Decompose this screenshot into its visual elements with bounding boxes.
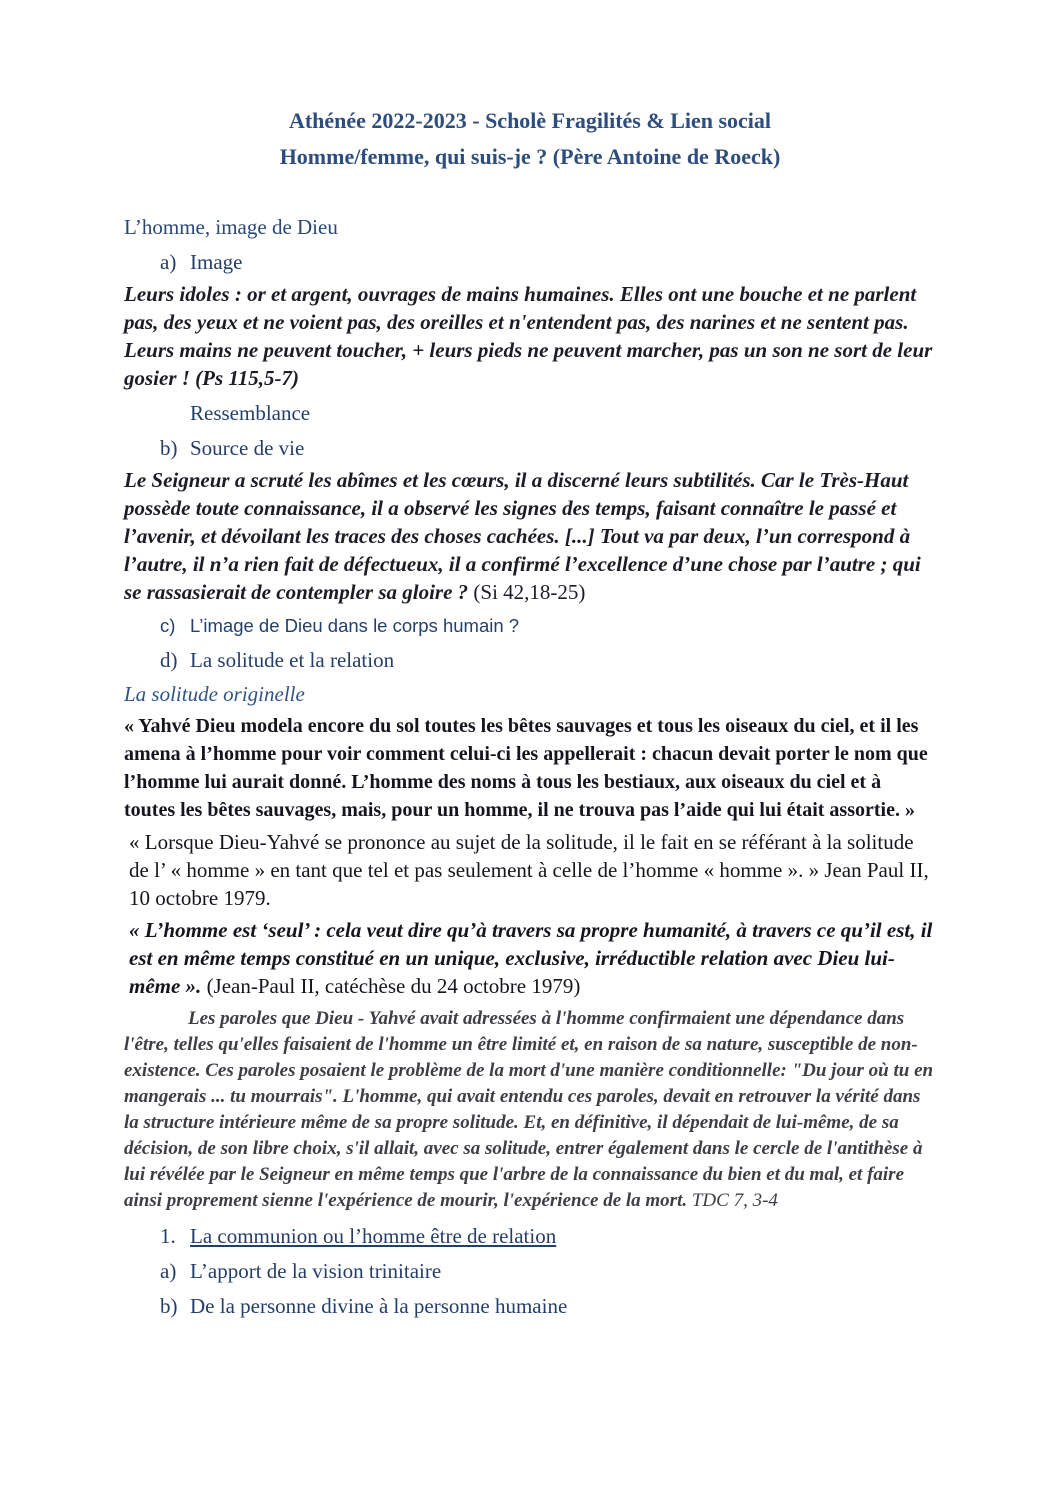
quote-psaume-115: Leurs idoles : or et argent, ouvrages de mains humaines. Elles ont une bouche et ne parlent pas, des yeux et ne voient pas, des oreilles et n'entendent pas, des narines et ne sentent pas. Leurs mains ne peuvent toucher, + leurs pieds ne peuvent marcher, pas un son ne sort de leur gosier ! (Ps 115,5-7) [124,282,933,390]
list-marker: b) [160,1294,178,1318]
quote-reference: (Si 42,18-25) [468,580,586,604]
list-marker: a) [160,250,177,274]
list-item-label: La solitude et la relation [190,648,395,672]
quote-siracide-42 [124,466,936,606]
list-marker: b) [160,436,178,460]
list-item-label: La communion ou l’homme être de relation [190,1224,557,1248]
quote-jean-paul-ii-10-octobre-1979: « Lorsque Dieu-Yahvé se prononce au sujet de la solitude, il le fait en se référant à la solitude de l’ « homme » en tant que tel et pas seulement à celle de l’homme « homme ». » Jean Paul II, 10 octobre 1979. [129,830,929,910]
list-item-label: Image [190,250,243,274]
document-title [124,103,936,175]
list-item-label: De la personne divine à la personne humaine [190,1294,568,1318]
subheading-solitude-originelle: La solitude originelle [124,682,305,706]
list-item-a-apport-vision-trinitaire [124,1257,936,1285]
section-heading-homme-image-de-dieu: L’homme, image de Dieu [124,215,338,239]
document-title-line2: Homme/femme, qui suis-je ? (Père Antoine de Roeck) [279,144,781,169]
quote-reference: TDC 7, 3-4 [687,1190,778,1211]
quote-jean-paul-ii-24-octobre-1979 [124,916,936,1000]
quote-genese-yahve: « Yahvé Dieu modela encore du sol toutes les bêtes sauvages et tous les oiseaux du ciel, et il les amena à l’homme pour voir comment celui-ci les appellerait : chacun devait porter le nom que l’homme lui aurait donné. L’homme des noms à tous les bestiaux, aux oiseaux du ciel et à toutes les bêtes sauvages, mais, pour un homme, il ne trouva pas l’aide qui lui était assortie. » [124,715,928,821]
list-item-1-la-communion [124,1222,936,1250]
quote-text: Les paroles que Dieu - Yahvé avait adressées à l'homme confirmaient une dépendance dans l'être, telles qu'elles faisaient de l'homme un être limité et, en raison de sa nature, susceptible de non-existence. Ces paroles posaient le problème de la mort d'une manière conditionnelle: "Du jour où tu en mangerais ... tu mourrais". L'homme, qui avait entendu ces paroles, devait en retrouver la vérité dans la structure intérieure même de sa propre solitude. Et, en définitive, il dépendait de lui-même, de sa décision, de son libre choix, s'il allait, avec sa solitude, entrer également dans le cercle de l'antithèse à lui révélée par le Seigneur en même temps que l'arbre de la connaissance du bien et du mal, et faire ainsi proprement sienne l'expérience de mourir, l'expérience de la mort. [124,1008,934,1211]
quote-tdc-7-3-4 [124,1006,936,1214]
line-ressemblance: Ressemblance [190,401,311,425]
list-item-d-solitude-relation [124,646,936,674]
list-marker: d) [160,648,178,672]
list-item-a-image [124,248,936,276]
list-marker: c) [160,615,176,636]
list-item-b-source-de-vie [124,434,936,462]
quote-text: « L’homme est ‘seul’ : cela veut dire qu’à travers sa propre humanité, à travers ce qu’il est, il est en même temps constitué en un unique, exclusive, irréductible relation avec Dieu lui-même ». [129,918,933,998]
list-item-c-image-de-dieu-corps [124,613,936,639]
quote-reference: (Jean-Paul II, catéchèse du 24 octobre 1979) [201,974,581,998]
list-marker: a) [160,1259,177,1283]
quote-text: Le Seigneur a scruté les abîmes et les cœurs, il a discerné leurs subtilités. Car le Très-Haut possède toute connaissance, il a observé les signes des temps, faisant connaître le passé et l’avenir, et dévoilant les traces des choses cachées. [...] Tout va par deux, l’un correspond à l’autre, il n’a rien fait de défectueux, il a confirmé l’excellence d’une chose par l’autre ; qui se rassasierait de contempler sa gloire ? [124,468,921,604]
list-item-label: L’image de Dieu dans le corps humain ? [190,615,520,636]
document-title-line1: Athénée 2022-2023 - Scholè Fragilités & Lien social [288,108,772,133]
list-item-label: Source de vie [190,436,305,460]
list-item-label: L’apport de la vision trinitaire [190,1259,442,1283]
list-item-b-personne-divine-humaine [124,1292,936,1320]
list-marker: 1. [160,1224,176,1248]
